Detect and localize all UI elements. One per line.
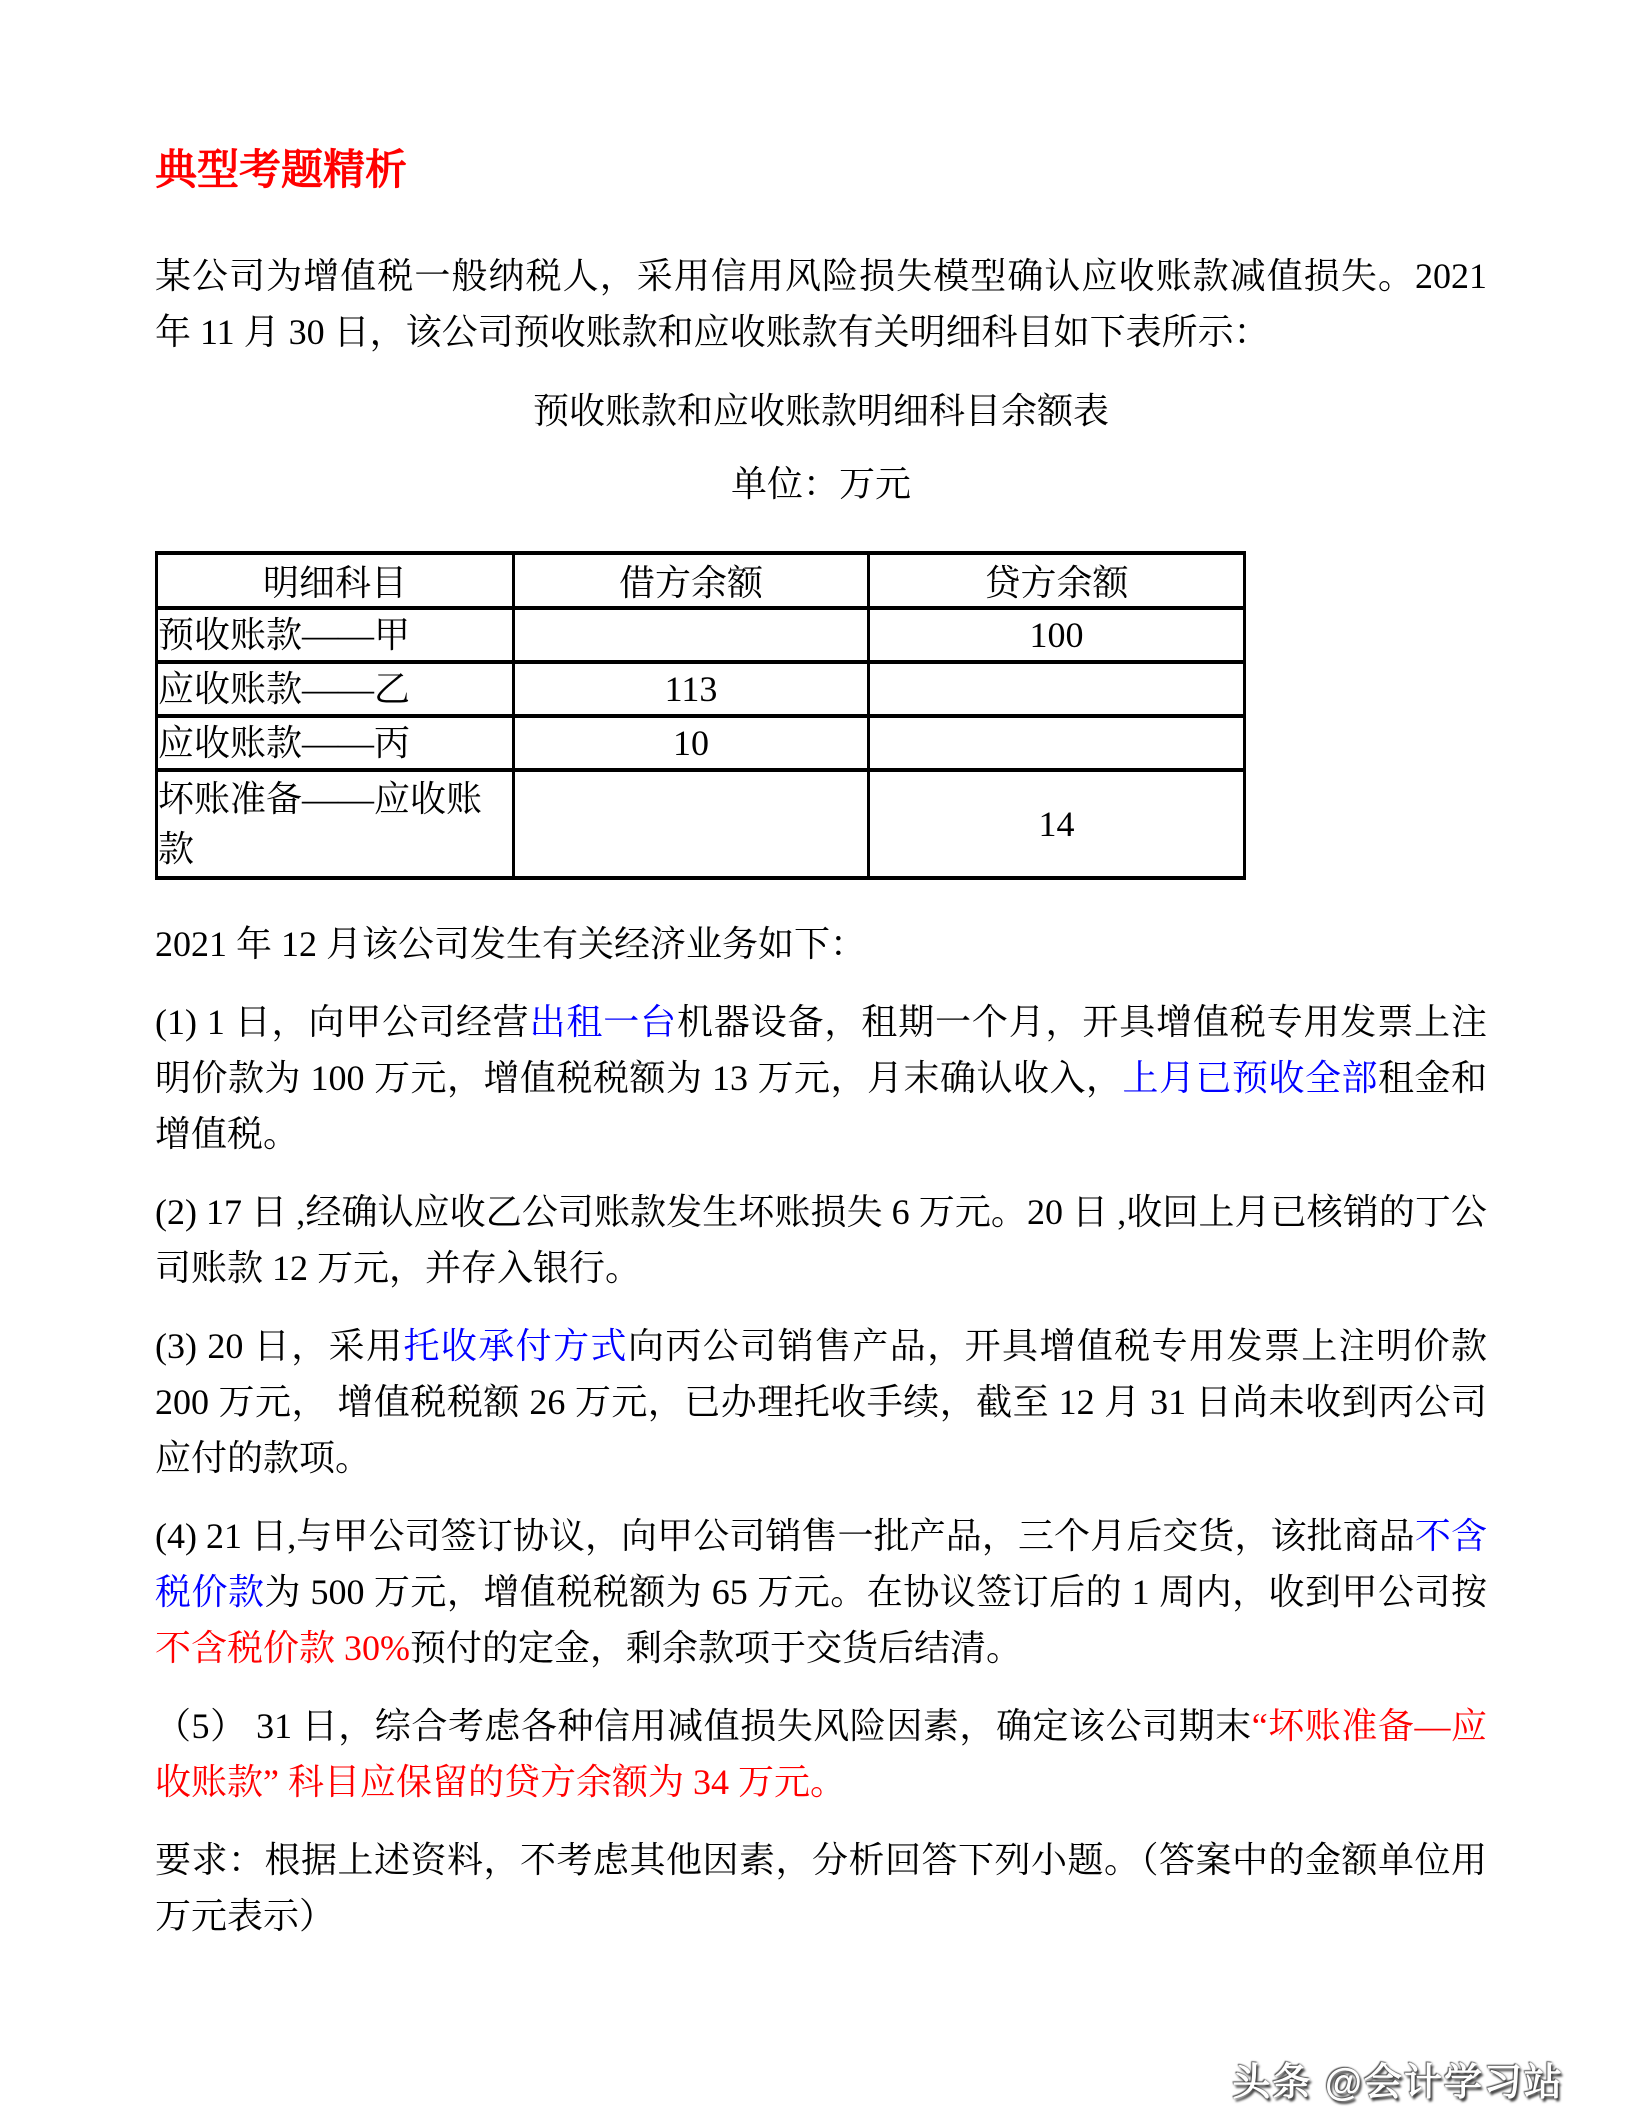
business-intro: 2021 年 12 月该公司发生有关经济业务如下： <box>155 923 867 964</box>
item-4 <box>155 1508 1487 1676</box>
cell-credit <box>869 662 1245 716</box>
cell-credit: 14 <box>869 770 1245 878</box>
item-3 <box>155 1318 1487 1486</box>
balance-table <box>155 551 1246 880</box>
text-segment: (2) 17 日 ,经确认应收乙公司账款发生坏账损失 6 万元。20 日 ,收回上月已核销的丁公司账款 12 万元，并存入银行。 <box>155 1191 1487 1288</box>
intro-paragraph: 某公司为增值税一般纳税人，采用信用风险损失模型确认应收账款减值损失。2021 年 11 月 30 日，该公司预收账款和应收账款有关明细科目如下表所示： <box>155 256 1487 353</box>
text-segment: (3) 20 日，采用 <box>155 1325 404 1366</box>
text-segment: 为 500 万元，增值税税额为 65 万元。在协议签订后的 1 周内，收到甲公司按 <box>264 1571 1487 1612</box>
table-header-row <box>157 553 1245 608</box>
text-segment: 预付的定金，剩余款项于交货后结清。 <box>410 1627 1023 1668</box>
requirement-paragraph: 要求：根据上述资料，不考虑其他因素，分析回答下列小题。（答案中的金额单位用万元表示） <box>155 1839 1487 1936</box>
cell-credit: 100 <box>869 608 1245 662</box>
cell-account: 应收账款——乙 <box>157 662 514 716</box>
cell-debit: 113 <box>514 662 869 716</box>
table-title: 预收账款和应收账款明细科目余额表 <box>532 391 1109 432</box>
table-row <box>157 608 1245 662</box>
table-unit-label: 单位：万元 <box>730 464 911 505</box>
text-segment: 租金和增值税。 <box>155 1057 1487 1154</box>
text-segment: “坏账准备—应收账款” 科目应保留的贷方余额为 34 万元。 <box>155 1705 1487 1802</box>
cell-account: 坏账准备——应收账款 <box>157 770 514 878</box>
header-cell-debit: 借方余额 <box>514 553 869 608</box>
table-row <box>157 770 1245 878</box>
header-cell-credit: 贷方余额 <box>869 553 1245 608</box>
text-segment: 不含税价款 30% <box>155 1627 410 1668</box>
cell-debit <box>514 770 869 878</box>
text-segment: （5） 31 日，综合考虑各种信用减值损失风险因素，确定该公司期末 <box>155 1705 1252 1746</box>
header-cell-account: 明细科目 <box>157 553 514 608</box>
page-title: 典型考题精析 <box>155 148 408 194</box>
table-row <box>157 716 1245 770</box>
cell-account: 应收账款——丙 <box>157 716 514 770</box>
cell-debit <box>514 608 869 662</box>
cell-debit: 10 <box>514 716 869 770</box>
item-1 <box>155 994 1487 1162</box>
text-segment: 上月已预收全部 <box>1122 1057 1378 1098</box>
text-segment: 向丙公司销售产品，开具增值税专用发票上注明价款 200 万元， 增值税税额 26 万元，已办理托收手续，截至 12 月 31 日尚未收到丙公司应付的款项。 <box>155 1325 1487 1478</box>
watermark: 头条 @会计学习站 <box>1232 2062 1564 2104</box>
text-segment: 出租一台 <box>529 1001 677 1042</box>
document-page <box>155 0 1487 1944</box>
text-segment: 机器设备，租期一个月，开具增值税专用发票上注明价款为 100 万元，增值税税额为 13 万元，月末确认收入， <box>155 1001 1487 1098</box>
text-segment: 托收承付方式 <box>403 1325 628 1366</box>
text-segment: (1) 1 日，向甲公司经营 <box>155 1001 530 1042</box>
cell-account: 预收账款——甲 <box>157 608 514 662</box>
text-segment: 不含税价款 <box>155 1515 1487 1612</box>
item-2 <box>155 1184 1487 1296</box>
item-5 <box>155 1698 1487 1810</box>
table-row <box>157 662 1245 716</box>
cell-credit <box>869 716 1245 770</box>
text-segment: (4) 21 日,与甲公司签订协议，向甲公司销售一批产品，三个月后交货，该批商品 <box>155 1515 1415 1556</box>
